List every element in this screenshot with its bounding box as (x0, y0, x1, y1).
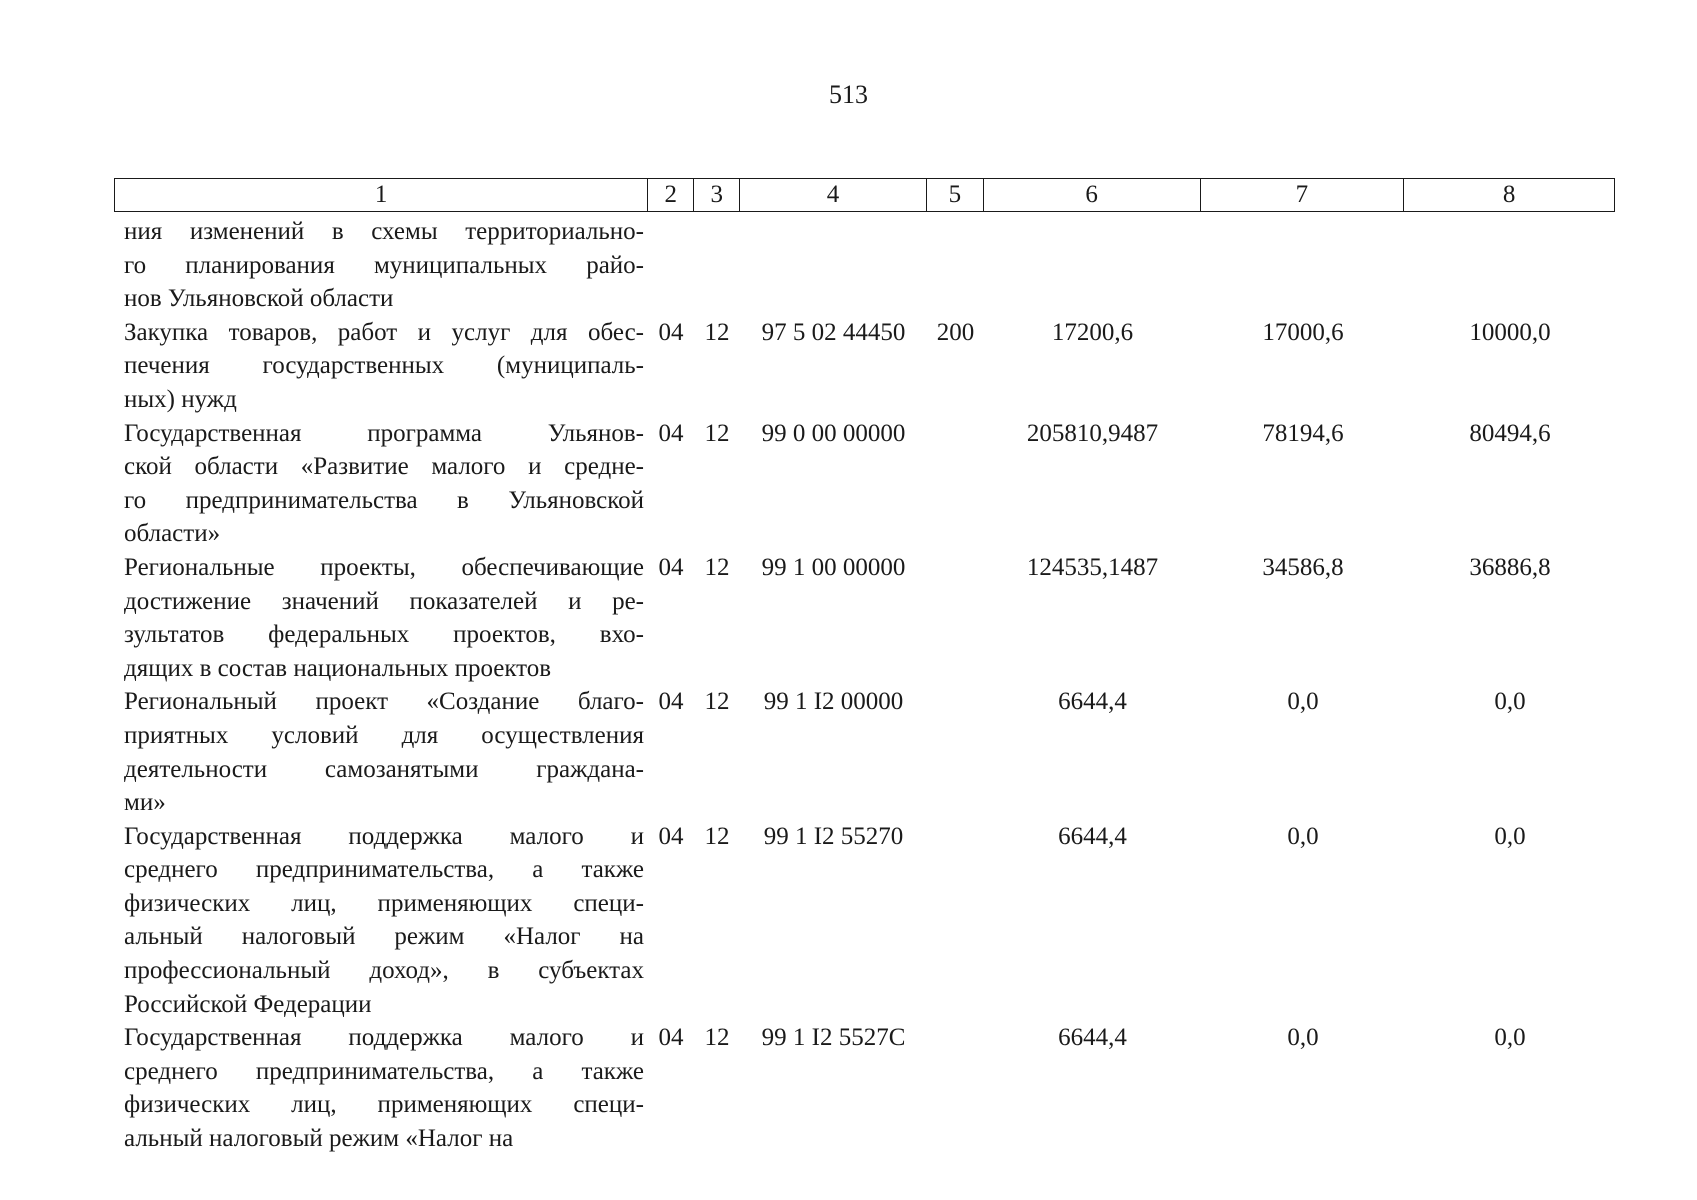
header-col-4: 4 (740, 179, 927, 211)
cell-col-3: 12 (704, 419, 730, 447)
cell-col-5 (927, 1021, 984, 1155)
row-description (114, 417, 648, 551)
cell-col-6: 205810,9487 (1026, 419, 1159, 447)
description-line: Региональный проект «Создание благо- (124, 688, 644, 716)
cell-col-3: 12 (704, 688, 730, 716)
cell-col-8: 0,0 (1494, 688, 1526, 716)
cell-col-3: 12 (704, 822, 730, 850)
header-col-1: 1 (115, 179, 648, 211)
cell-col-2: 04 (658, 318, 684, 346)
cell-col-7: 0,0 (1287, 688, 1319, 716)
description-line: деятельности самозанятыми граждана- (124, 755, 644, 783)
row-description (114, 551, 648, 685)
cell-col-8: 10000,0 (1469, 318, 1551, 346)
cell-col-5 (927, 551, 984, 685)
cell-col-2: 04 (658, 1024, 684, 1052)
cell-col-8: 36886,8 (1469, 553, 1551, 581)
cell-col-3: 12 (704, 1024, 730, 1052)
cell-col-6: 17200,6 (1051, 318, 1134, 346)
cell-col-6: 124535,1487 (1026, 553, 1159, 581)
description-line: ми» (124, 789, 166, 817)
description-line: Российской Федерации (124, 990, 372, 1018)
table-row (114, 1021, 1615, 1155)
description-line: достижение значений показателей и ре- (124, 587, 644, 615)
row-description (114, 215, 648, 316)
description-line: го предпринимательства в Ульяновской (124, 486, 644, 514)
cell-col-2: 04 (658, 822, 684, 850)
header-col-6: 6 (984, 179, 1201, 211)
cell-col-4: 99 1 I2 5527C (761, 1024, 906, 1052)
cell-col-3: 12 (704, 553, 730, 581)
cell-col-7: 0,0 (1287, 1024, 1319, 1052)
cell-col-3: 12 (704, 318, 730, 346)
description-line: Закупка товаров, работ и услуг для обес- (124, 318, 644, 346)
table-row (114, 417, 1615, 551)
cell-col-6 (984, 215, 1201, 316)
row-description (114, 685, 648, 819)
cell-col-6: 6644,4 (1058, 688, 1127, 716)
description-line: печения государственных (муниципаль- (124, 352, 644, 380)
description-line: физических лиц, применяющих специ- (124, 889, 644, 917)
cell-col-2: 04 (658, 553, 684, 581)
cell-col-6: 6644,4 (1058, 1024, 1127, 1052)
description-line: Государственная поддержка малого и (124, 1024, 644, 1052)
description-line: дящих в состав национальных проектов (124, 654, 552, 682)
header-col-7: 7 (1201, 179, 1405, 211)
description-line: альный налоговый режим «Налог на (124, 1125, 514, 1153)
cell-col-4: 97 5 02 44450 (761, 318, 906, 346)
table-row (114, 551, 1615, 685)
description-line: зультатов федеральных проектов, вхо- (124, 621, 644, 649)
description-line: го планирования муниципальных райо- (124, 251, 644, 279)
header-col-3: 3 (694, 179, 740, 211)
cell-col-7: 0,0 (1287, 822, 1319, 850)
cell-col-2: 04 (658, 688, 684, 716)
description-line: приятных условий для осуществления (124, 721, 644, 749)
description-line: Государственная поддержка малого и (124, 822, 644, 850)
header-col-8: 8 (1502, 181, 1516, 208)
cell-col-4: 99 0 00 00000 (761, 419, 906, 447)
row-description (114, 1021, 648, 1155)
header-col-5: 5 (927, 179, 984, 211)
page-number: 513 (829, 80, 868, 109)
cell-col-4: 99 1 00 00000 (761, 553, 906, 581)
table-row (114, 316, 1615, 417)
description-line: Региональные проекты, обеспечивающие (124, 553, 644, 581)
table-row (114, 820, 1615, 1022)
cell-col-5 (927, 417, 984, 551)
description-line: нов Ульяновской области (124, 285, 394, 313)
description-line: ской области «Развитие малого и средне- (124, 453, 644, 481)
description-line: ных) нужд (124, 385, 237, 413)
cell-col-2: 04 (658, 419, 684, 447)
row-description (114, 820, 648, 1022)
cell-col-5 (927, 685, 984, 819)
row-description (114, 316, 648, 417)
header-col-2: 2 (648, 179, 694, 211)
cell-col-7 (1201, 215, 1405, 316)
cell-col-8: 80494,6 (1469, 419, 1551, 447)
description-line: Государственная программа Ульянов- (124, 419, 644, 447)
cell-col-5: 200 (936, 318, 975, 346)
table-row (114, 215, 1615, 316)
cell-col-2 (648, 215, 694, 316)
description-line: среднего предпринимательства, а также (124, 856, 644, 884)
table-body (114, 215, 1615, 1156)
cell-col-3 (694, 215, 740, 316)
cell-col-6: 6644,4 (1058, 822, 1127, 850)
table-row (114, 685, 1615, 819)
description-line: ния изменений в схемы территориально- (124, 218, 644, 245)
cell-col-5 (927, 820, 984, 1022)
description-line: альный налоговый режим «Налог на (124, 923, 644, 951)
cell-col-7: 17000,6 (1262, 318, 1344, 346)
cell-col-8: 0,0 (1494, 822, 1526, 850)
cell-col-5 (927, 215, 984, 316)
cell-col-4: 99 1 I2 55270 (763, 822, 904, 850)
description-line: профессиональный доход», в субъектах (124, 957, 644, 985)
table-header (114, 178, 1615, 212)
description-line: физических лиц, применяющих специ- (124, 1091, 644, 1119)
cell-col-7: 78194,6 (1262, 419, 1344, 447)
description-line: среднего предпринимательства, а также (124, 1057, 644, 1085)
cell-col-8 (1405, 215, 1615, 316)
cell-col-4 (740, 215, 927, 316)
cell-col-7: 34586,8 (1262, 553, 1344, 581)
cell-col-4: 99 1 I2 00000 (763, 688, 904, 716)
description-line: области» (124, 520, 221, 548)
cell-col-8: 0,0 (1494, 1024, 1526, 1052)
